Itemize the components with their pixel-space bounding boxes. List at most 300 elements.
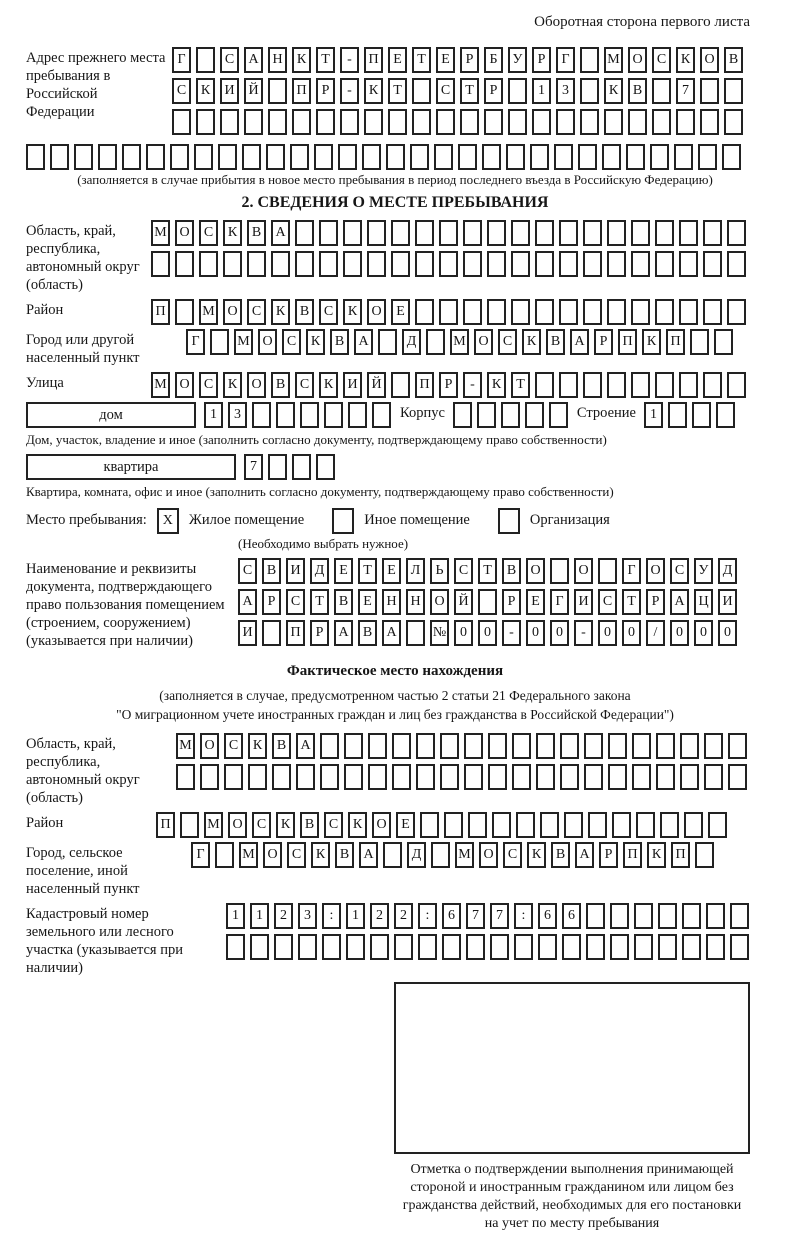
char-box: С (286, 589, 305, 615)
char-box: И (574, 589, 593, 615)
kvartira-row (26, 454, 764, 480)
stamp-caption-line-2: стороной и иностранным гражданином или лицом без (410, 1179, 734, 1195)
char-box (412, 109, 431, 135)
char-box (655, 251, 674, 277)
char-box (453, 402, 472, 428)
section2-title: 2. СВЕДЕНИЯ О МЕСТЕ ПРЕБЫВАНИЯ (241, 194, 549, 212)
char-box (196, 109, 215, 135)
char-box (700, 109, 719, 135)
char-box (538, 934, 557, 960)
char-box: А (670, 589, 689, 615)
char-box: В (335, 842, 354, 868)
char-box (218, 144, 237, 170)
checkbox-inoe (332, 508, 354, 534)
char-box: 7 (676, 78, 695, 104)
char-box (631, 299, 650, 325)
char-box: К (292, 47, 311, 73)
char-box (655, 299, 674, 325)
char-box (682, 934, 701, 960)
char-box: С (238, 558, 257, 584)
char-box (487, 251, 506, 277)
char-box (464, 733, 483, 759)
char-box (367, 251, 386, 277)
char-box: С (436, 78, 455, 104)
char-box (372, 402, 391, 428)
option-zhiloe-label: Жилое помещение (188, 512, 305, 529)
char-box (300, 402, 319, 428)
char-box: Е (388, 47, 407, 73)
char-box: Д (402, 329, 421, 355)
char-box: К (248, 733, 267, 759)
checkbox-organizatsiya (498, 508, 520, 534)
char-box (223, 251, 242, 277)
char-box (658, 903, 677, 929)
char-box (290, 144, 309, 170)
char-box (391, 251, 410, 277)
char-box: О (700, 47, 719, 73)
char-box (444, 812, 463, 838)
char-box: / (646, 620, 665, 646)
char-box (314, 144, 333, 170)
char-box (74, 144, 93, 170)
char-box (272, 764, 291, 790)
char-box (607, 299, 626, 325)
char-box: - (340, 78, 359, 104)
char-box (516, 812, 535, 838)
char-box (703, 251, 722, 277)
char-box: Г (550, 589, 569, 615)
char-box (271, 251, 290, 277)
char-box (122, 144, 141, 170)
char-box (536, 764, 555, 790)
char-box: В (724, 47, 743, 73)
char-box: 0 (718, 620, 737, 646)
char-box (650, 144, 669, 170)
char-box: К (223, 220, 242, 246)
char-box (728, 733, 747, 759)
char-box (512, 733, 531, 759)
char-box (415, 251, 434, 277)
char-box (391, 220, 410, 246)
char-box (612, 812, 631, 838)
char-box (482, 144, 501, 170)
fact-gorod-grid (191, 842, 719, 868)
char-box (458, 144, 477, 170)
char-box: О (430, 589, 449, 615)
char-box: Н (406, 589, 425, 615)
char-box (26, 144, 45, 170)
char-box (679, 299, 698, 325)
char-box (631, 372, 650, 398)
char-box: 1 (346, 903, 365, 929)
char-box (484, 109, 503, 135)
char-box: Р (484, 78, 503, 104)
char-box (292, 109, 311, 135)
kadastr-line-1 (226, 903, 754, 929)
char-box (180, 812, 199, 838)
kvartira-box: квартира (26, 454, 236, 480)
char-box: С (503, 842, 522, 868)
char-box: Н (268, 47, 287, 73)
char-box: - (502, 620, 521, 646)
char-box (196, 47, 215, 73)
char-box: 0 (694, 620, 713, 646)
mesto-row (26, 508, 764, 534)
char-box (583, 372, 602, 398)
char-box (434, 144, 453, 170)
char-box (367, 220, 386, 246)
char-box: Р (262, 589, 281, 615)
char-box: Т (316, 47, 335, 73)
char-box: Т (358, 558, 377, 584)
char-box: А (334, 620, 353, 646)
char-box: С (220, 47, 239, 73)
char-box (532, 109, 551, 135)
char-box (487, 220, 506, 246)
char-box: К (276, 812, 295, 838)
char-box (704, 733, 723, 759)
char-box: Д (718, 558, 737, 584)
char-box (674, 144, 693, 170)
char-box: К (348, 812, 367, 838)
char-box: К (343, 299, 362, 325)
char-box: В (300, 812, 319, 838)
char-box (415, 220, 434, 246)
char-box (586, 934, 605, 960)
char-box (463, 251, 482, 277)
char-box: С (652, 47, 671, 73)
char-box: К (311, 842, 330, 868)
char-box (320, 733, 339, 759)
s2-oblast-row (26, 220, 764, 295)
char-box (511, 299, 530, 325)
char-box (320, 764, 339, 790)
char-box (583, 251, 602, 277)
char-box (368, 733, 387, 759)
char-box (440, 764, 459, 790)
char-box: № (430, 620, 449, 646)
char-box (364, 109, 383, 135)
char-box: О (646, 558, 665, 584)
s2-oblast-grids (151, 220, 751, 282)
char-box (316, 454, 335, 480)
char-box: М (450, 329, 469, 355)
char-box (658, 934, 677, 960)
char-box: 7 (244, 454, 263, 480)
char-box (362, 144, 381, 170)
char-box (562, 934, 581, 960)
char-box: П (666, 329, 685, 355)
char-box: Р (532, 47, 551, 73)
char-box (514, 934, 533, 960)
char-box (535, 220, 554, 246)
char-box: К (223, 372, 242, 398)
char-box (460, 109, 479, 135)
char-box: 3 (228, 402, 247, 428)
char-box: В (502, 558, 521, 584)
char-box (560, 733, 579, 759)
char-box (368, 764, 387, 790)
char-box: С (295, 372, 314, 398)
char-box: О (479, 842, 498, 868)
char-box: Й (367, 372, 386, 398)
char-box (488, 764, 507, 790)
char-box (247, 251, 266, 277)
char-box: Е (436, 47, 455, 73)
char-box (607, 251, 626, 277)
char-box: В (358, 620, 377, 646)
char-box (463, 299, 482, 325)
fact-gorod-row (26, 842, 764, 899)
s2-ulitsa-label: Улица (26, 375, 64, 392)
char-box: П (364, 47, 383, 73)
char-box (580, 47, 599, 73)
char-box (492, 812, 511, 838)
char-box (530, 144, 549, 170)
char-box (199, 251, 218, 277)
char-box (608, 733, 627, 759)
fact-oblast-line-2 (176, 764, 752, 790)
s2-raion-label: Район (26, 302, 64, 319)
char-box: Е (396, 812, 415, 838)
char-box (730, 934, 749, 960)
char-box (268, 109, 287, 135)
fact-raion-row (26, 812, 764, 838)
char-box: Ц (694, 589, 713, 615)
char-box (730, 903, 749, 929)
s2-ulitsa-row (26, 372, 764, 398)
char-box: О (175, 372, 194, 398)
char-box: П (156, 812, 175, 838)
char-box: Г (172, 47, 191, 73)
char-box (346, 934, 365, 960)
s2-oblast-label: Область, край, республика, автономный округ (область) (26, 223, 140, 294)
char-box (501, 402, 520, 428)
char-box: 2 (394, 903, 413, 929)
char-box (583, 299, 602, 325)
char-box (560, 764, 579, 790)
char-box (511, 220, 530, 246)
char-box: М (199, 299, 218, 325)
char-box: Т (412, 47, 431, 73)
char-box: И (286, 558, 305, 584)
char-box (477, 402, 496, 428)
char-box: А (296, 733, 315, 759)
char-box (370, 934, 389, 960)
stroenie-label: Строение (576, 405, 636, 422)
char-box (478, 589, 497, 615)
char-box: 0 (454, 620, 473, 646)
char-box (676, 109, 695, 135)
char-box (378, 329, 397, 355)
char-box (727, 251, 746, 277)
char-box: Р (599, 842, 618, 868)
char-box (244, 109, 263, 135)
char-box (410, 144, 429, 170)
char-box: К (527, 842, 546, 868)
char-box (583, 220, 602, 246)
char-box: О (367, 299, 386, 325)
char-box (550, 558, 569, 584)
char-box (508, 109, 527, 135)
char-box: П (151, 299, 170, 325)
char-box: О (628, 47, 647, 73)
char-box (607, 372, 626, 398)
char-box: Т (310, 589, 329, 615)
char-box: - (463, 372, 482, 398)
char-box (394, 934, 413, 960)
prev-address-line-2 (172, 78, 748, 104)
char-box (295, 251, 314, 277)
char-box: О (474, 329, 493, 355)
char-box (554, 144, 573, 170)
char-box: Р (310, 620, 329, 646)
char-box: У (694, 558, 713, 584)
fact-raion-grid (156, 812, 732, 838)
char-box: П (286, 620, 305, 646)
char-box: С (282, 329, 301, 355)
prev-address-label: Адрес прежнего места пребывания в Российской Федерации (26, 50, 166, 120)
char-box (200, 764, 219, 790)
checkbox-zhiloe: X (157, 508, 179, 534)
char-box: П (623, 842, 642, 868)
char-box (626, 144, 645, 170)
char-box (252, 402, 271, 428)
char-box (439, 220, 458, 246)
option-inoe-label: Иное помещение (364, 512, 470, 529)
char-box: С (324, 812, 343, 838)
char-box (535, 299, 554, 325)
char-box (690, 329, 709, 355)
char-box (146, 144, 165, 170)
korpus-label: Корпус (400, 405, 445, 422)
char-box (631, 220, 650, 246)
char-box: А (575, 842, 594, 868)
char-box (383, 842, 402, 868)
char-box: Е (391, 299, 410, 325)
char-box: 6 (562, 903, 581, 929)
char-box (706, 934, 725, 960)
fact-oblast-label: Область, край, республика, автономный округ (область) (26, 735, 140, 806)
char-box (511, 251, 530, 277)
char-box (660, 812, 679, 838)
char-box (431, 842, 450, 868)
char-box (439, 251, 458, 277)
char-box (266, 144, 285, 170)
char-box (416, 733, 435, 759)
char-box: В (551, 842, 570, 868)
document-grids (238, 558, 742, 651)
char-box (151, 251, 170, 277)
char-box (442, 934, 461, 960)
prev-address-line-3 (172, 109, 748, 135)
char-box: 7 (466, 903, 485, 929)
char-box: Е (334, 558, 353, 584)
char-box: 3 (298, 903, 317, 929)
char-box: С (598, 589, 617, 615)
char-box: И (238, 620, 257, 646)
char-box (220, 109, 239, 135)
char-box: С (247, 299, 266, 325)
char-box: : (514, 903, 533, 929)
char-box (598, 558, 617, 584)
char-box: Г (556, 47, 575, 73)
document-block (26, 558, 764, 651)
char-box (391, 372, 410, 398)
char-box: В (546, 329, 565, 355)
char-box: 2 (274, 903, 293, 929)
char-box: К (642, 329, 661, 355)
char-box (602, 144, 621, 170)
char-box (466, 934, 485, 960)
char-box: Р (439, 372, 458, 398)
char-box (250, 934, 269, 960)
char-box: А (570, 329, 589, 355)
char-box: В (262, 558, 281, 584)
char-box: М (151, 372, 170, 398)
char-box (268, 454, 287, 480)
char-box: О (526, 558, 545, 584)
char-box (714, 329, 733, 355)
char-box (679, 372, 698, 398)
char-box (556, 109, 575, 135)
char-box: 2 (370, 903, 389, 929)
char-box: О (574, 558, 593, 584)
char-box (170, 144, 189, 170)
char-box (316, 109, 335, 135)
char-box (679, 251, 698, 277)
s2-raion-row (26, 299, 764, 325)
char-box: О (372, 812, 391, 838)
char-box (324, 402, 343, 428)
char-box: С (172, 78, 191, 104)
char-box (634, 934, 653, 960)
char-box: К (306, 329, 325, 355)
char-box: Р (646, 589, 665, 615)
char-box: Л (406, 558, 425, 584)
char-box: Е (382, 558, 401, 584)
page-corner-note: Оборотная сторона первого листа (534, 14, 750, 30)
char-box: М (604, 47, 623, 73)
char-box: С (199, 220, 218, 246)
char-box (463, 220, 482, 246)
char-box (525, 402, 544, 428)
char-box (700, 78, 719, 104)
char-box (631, 251, 650, 277)
char-box: О (200, 733, 219, 759)
char-box (340, 109, 359, 135)
char-box (488, 733, 507, 759)
char-box (319, 220, 338, 246)
char-box (540, 812, 559, 838)
char-box: К (647, 842, 666, 868)
char-box: А (244, 47, 263, 73)
char-box (684, 812, 703, 838)
char-box: П (671, 842, 690, 868)
char-box: И (220, 78, 239, 104)
char-box (175, 251, 194, 277)
char-box (392, 733, 411, 759)
char-box (588, 812, 607, 838)
s2-gorod-row (26, 329, 764, 368)
document-label: Наименование и реквизиты документа, подтверждающего право пользования помещением (строением, сооружением) (указывается при наличии) (26, 560, 225, 649)
kadastr-row (26, 903, 764, 978)
factual-note-line-1: (заполняется в случае, предусмотренном частью 2 статьи 21 Федерального закона (159, 687, 631, 703)
char-box: Д (310, 558, 329, 584)
factual-note-line-2: "О миграционном учете иностранных граждан и лиц без гражданства в Российской Федерации") (116, 707, 674, 723)
char-box: 1 (226, 903, 245, 929)
char-box (175, 299, 194, 325)
